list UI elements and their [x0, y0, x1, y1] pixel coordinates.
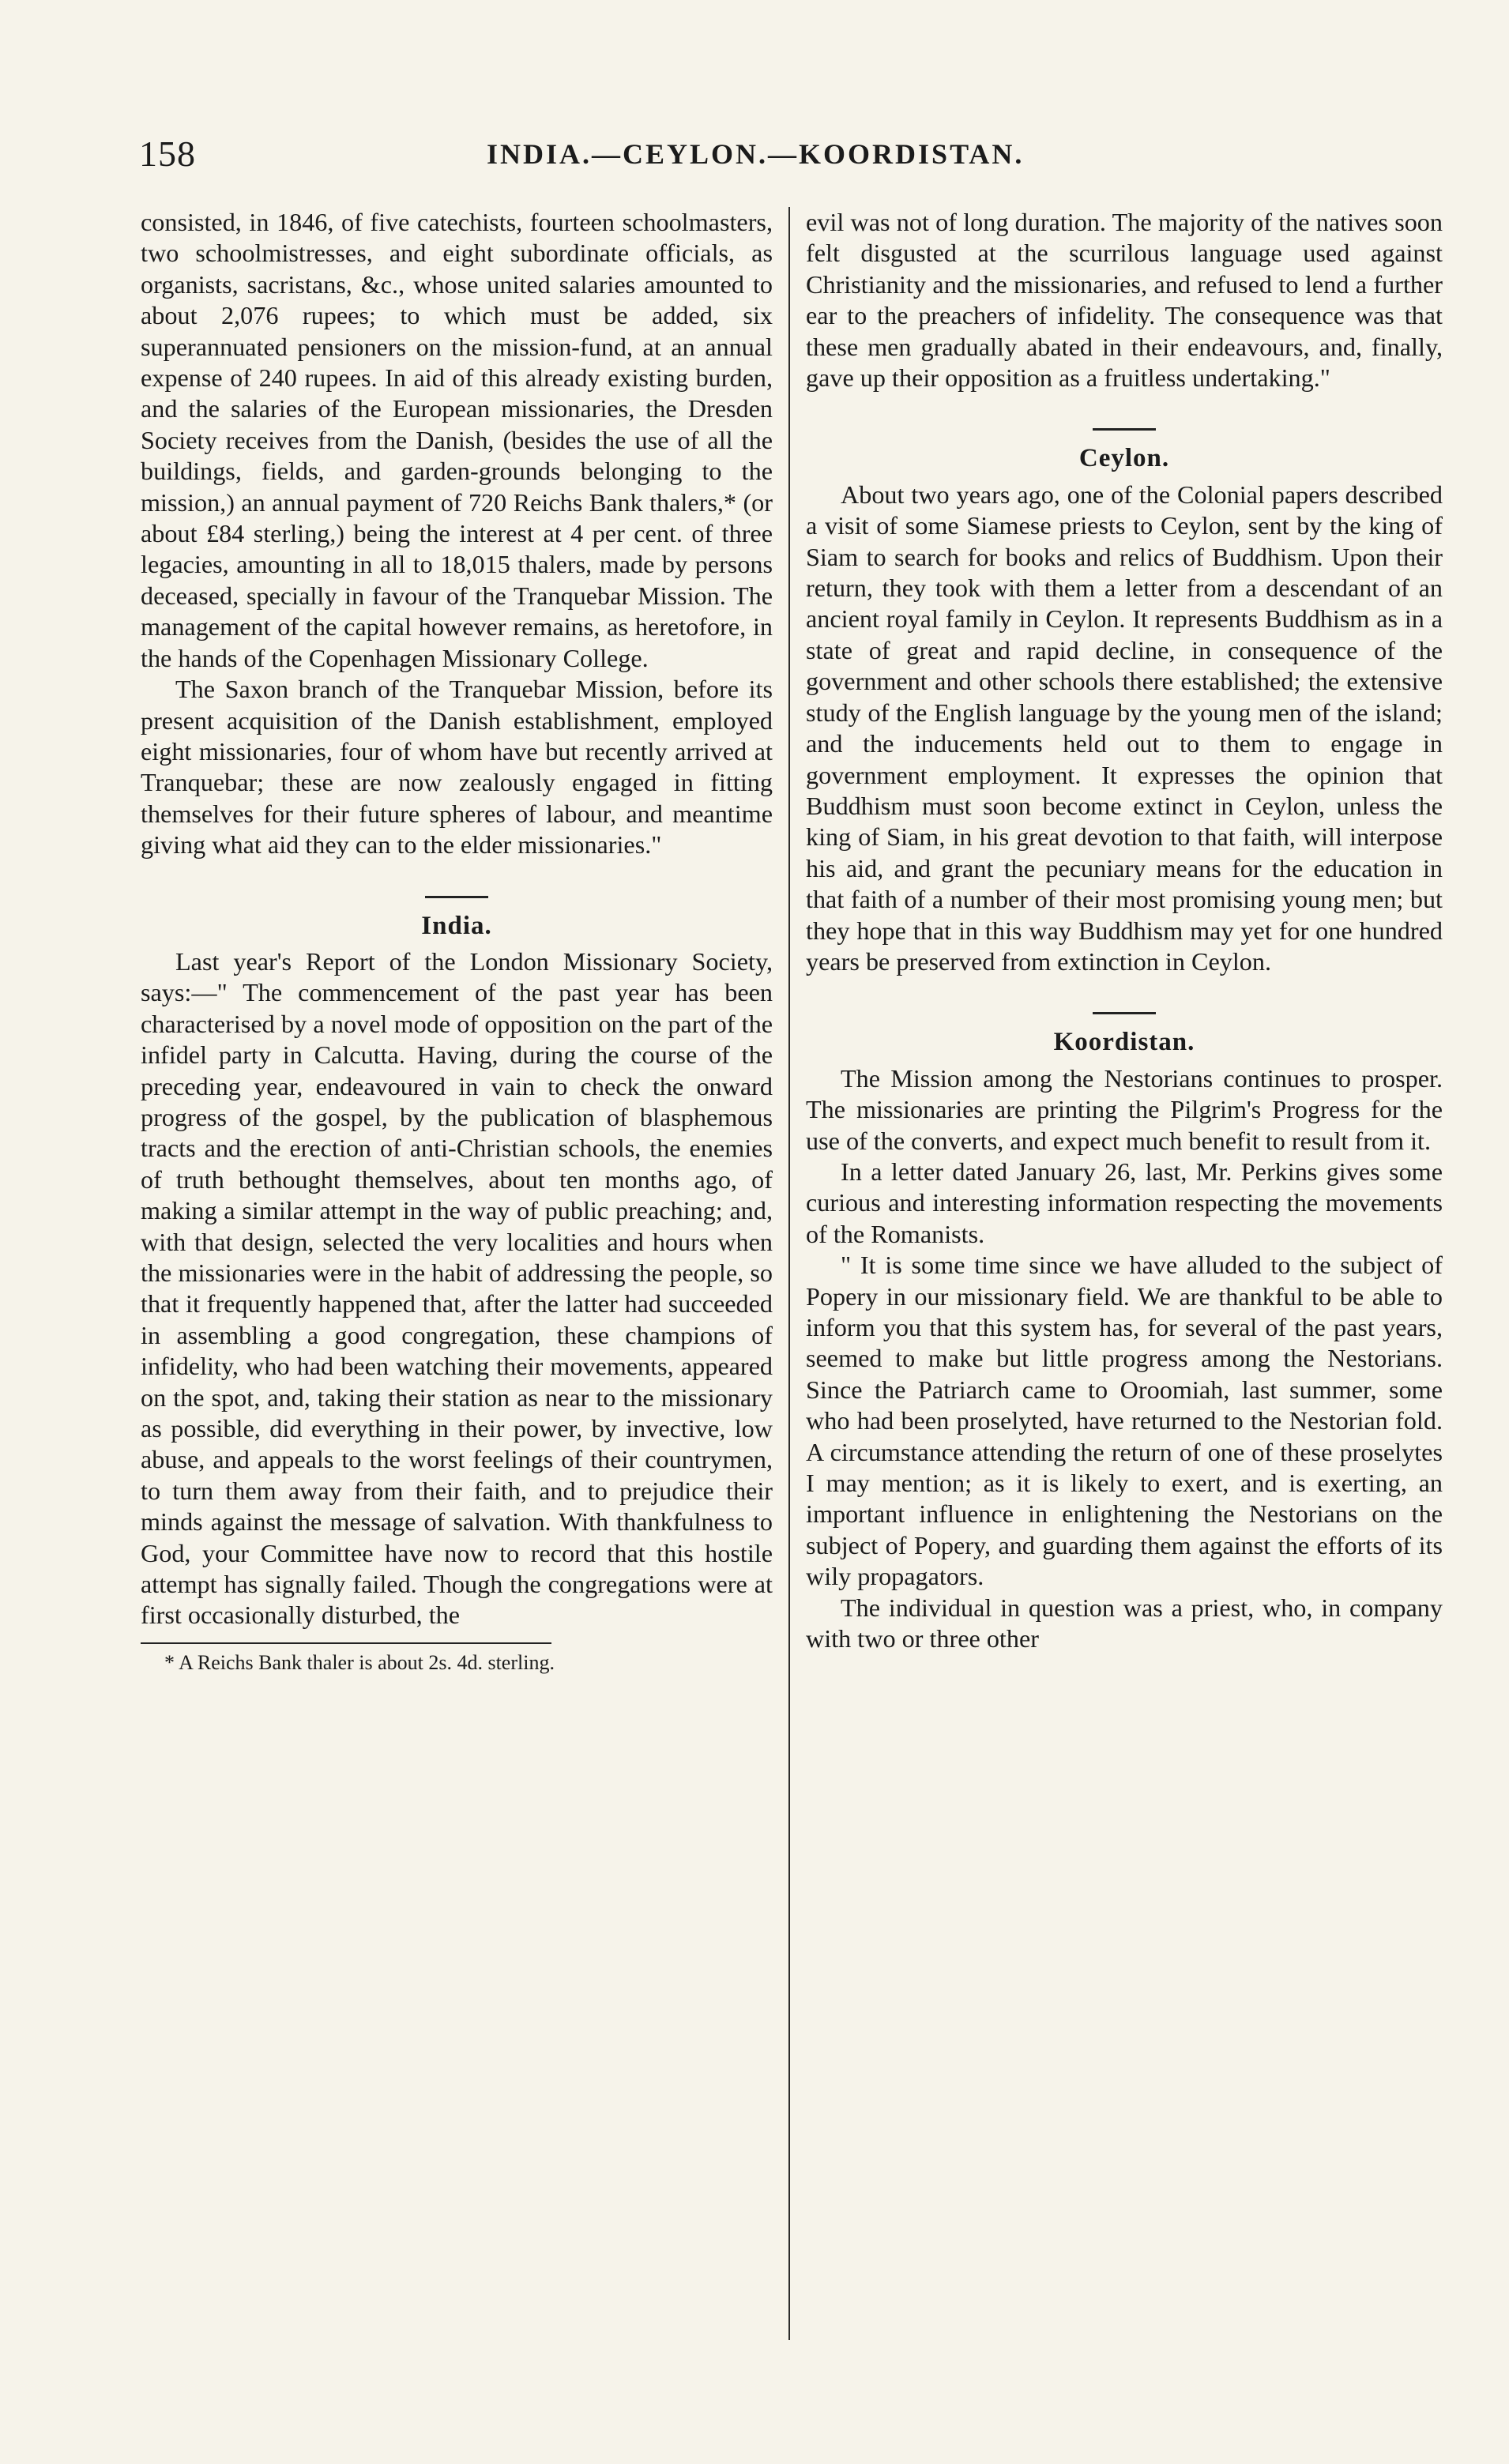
paragraph-danish-mission-finances: consisted, in 1846, of five catechists, fourteen schoolmasters, two schoolmistresses, and eight subordinate officials, as organists, sacristans, &c., whose united salaries amounted to about 2,076 rupees; to which must be added, six superannuated pensioners on the mission-fund, at an annual expense of 240 rupees. In aid of this already existing burden, and the salaries of the European missionaries, the Dresden Society receives from the Danish, (besides the use of all the buildings, fields, and garden-grounds belonging to the mission,) an annual payment of 720 Reichs Bank thalers,* (or about £84 sterling,) being the interest at 4 per cent. of three legacies, amounting in all to 18,015 thalers, made by persons deceased, specially in favour of the Tranquebar Mission. The management of the capital however remains, as heretofore, in the hands of the Copenhagen Missionary College.	[141, 208, 773, 672]
footnote-rule	[141, 1642, 551, 1644]
page-header	[139, 133, 1443, 188]
paragraph-india-report: Last year's Report of the London Missionary Society, says:—" The commencement of the past year has been characterised by a novel mode of opposition on the part of the infidel party in Calcutta. Having, during the course of the preceding year, endeavoured in vain to check the onward progress of the gospel, by the publication of blasphemous tracts and the erection of anti-Christian schools, the enemies of truth bethought themselves, about ten months ago, of making a similar attempt in the way of public preaching; and, with that design, selected the very localities and hours when the missionaries were in the habit of addressing the people, so that it frequently happened that, after the latter had succeeded in assembling a good congregation, these champions of infidelity, who had been watching their movements, appeared on the spot, and, taking their station as near to the missionary as possible, did everything in their power, by invective, low abuse, and appeals to the worst feelings of their countrymen, to turn them away from their faith, and to prejudice their minds against the message of salvation. With thankfulness to God, your Committee have now to record that this hostile attempt has signally failed. Though the congregations were at first occasionally disturbed, the	[141, 946, 773, 1630]
paragraph-india-continued: evil was not of long duration. The majority of the natives soon felt disgusted at the scurrilous language used against Christianity and the missionaries, and refused to lend a further ear to the preachers of infidelity. The consequence was that these men gradually abated in their endeavours, and, finally, gave up their opposition as a fruitless undertaking."	[806, 208, 1443, 393]
footnote: * A Reichs Bank thaler is about 2s. 4d. sterling.	[164, 1650, 555, 1674]
paragraph-saxon-branch: The Saxon branch of the Tranquebar Mission, before its present acquisition of the Danish establishment, employed eight missionaries, four of whom have but recently arrived at Tranquebar; these are now zealously engaged in fitting themselves for their future spheres of labour, and meantime giving what aid they can to the elder missionaries."	[141, 675, 773, 860]
right-column	[806, 207, 1443, 1654]
paragraph-ceylon: About two years ago, one of the Colonial papers described a visit of some Siamese priests to Ceylon, sent by the king of Siam to search for books and relics of Buddhism. Upon their return, they took with them a letter from a descendant of an ancient royal family in Ceylon. It represents Buddhism as in a state of great and rapid decline, in consequence of the government and other schools there established; the extensive study of the English language by the young men of the island; and the inducements held out to them to engage in government employment. It expresses the opinion that Buddhism must soon become extinct in Ceylon, unless the king of Siam, in his great devotion to that faith, will interpose his aid, and grant the pecuniary means for the education in that faith of a number of their most promising young men; but they hope that in this way Buddhism may yet for one hundred years be preserved from extinction in Ceylon.	[806, 480, 1443, 976]
column-divider	[788, 207, 790, 2340]
paragraph-priest: The individual in question was a priest, who, in company with two or three other	[806, 1593, 1443, 1653]
section-heading-koordistan: Koordistan.	[1053, 1028, 1195, 1057]
running-head: INDIA.—CEYLON.—KOORDISTAN.	[487, 138, 1025, 170]
paragraph-perkins-letter: In a letter dated January 26, last, Mr. Perkins gives some curious and interesting information respecting the movements of the Romanists.	[806, 1157, 1443, 1248]
paragraph-popery: " It is some time since we have alluded to the subject of Popery in our missionary field. We are thankful to be able to inform you that this system has, for several of the past years, seemed to make but little progress among the Nestorians. Since the Patriarch came to Oroomiah, last summer, some who had been proselyted, have returned to the Nestorian fold. A circumstance attending the return of one of these proselytes I may mention; as it is likely to exert, and is exerting, an important influence in enlightening the Nestorians on the subject of Popery, and guarding them against the efforts of its wily propagators.	[806, 1251, 1443, 1591]
section-heading-india: India.	[421, 911, 492, 940]
left-column	[141, 207, 773, 1676]
section-separator	[1093, 1012, 1156, 1014]
section-separator	[425, 896, 488, 898]
section-heading-ceylon: Ceylon.	[1078, 444, 1170, 473]
section-separator	[1093, 428, 1156, 431]
paragraph-koordistan-mission: The Mission among the Nestorians continues to prosper. The missionaries are printing the Pilgrim's Progress for the use of the converts, and expect much benefit to result from it.	[806, 1063, 1443, 1155]
page-number: 158	[139, 134, 196, 174]
